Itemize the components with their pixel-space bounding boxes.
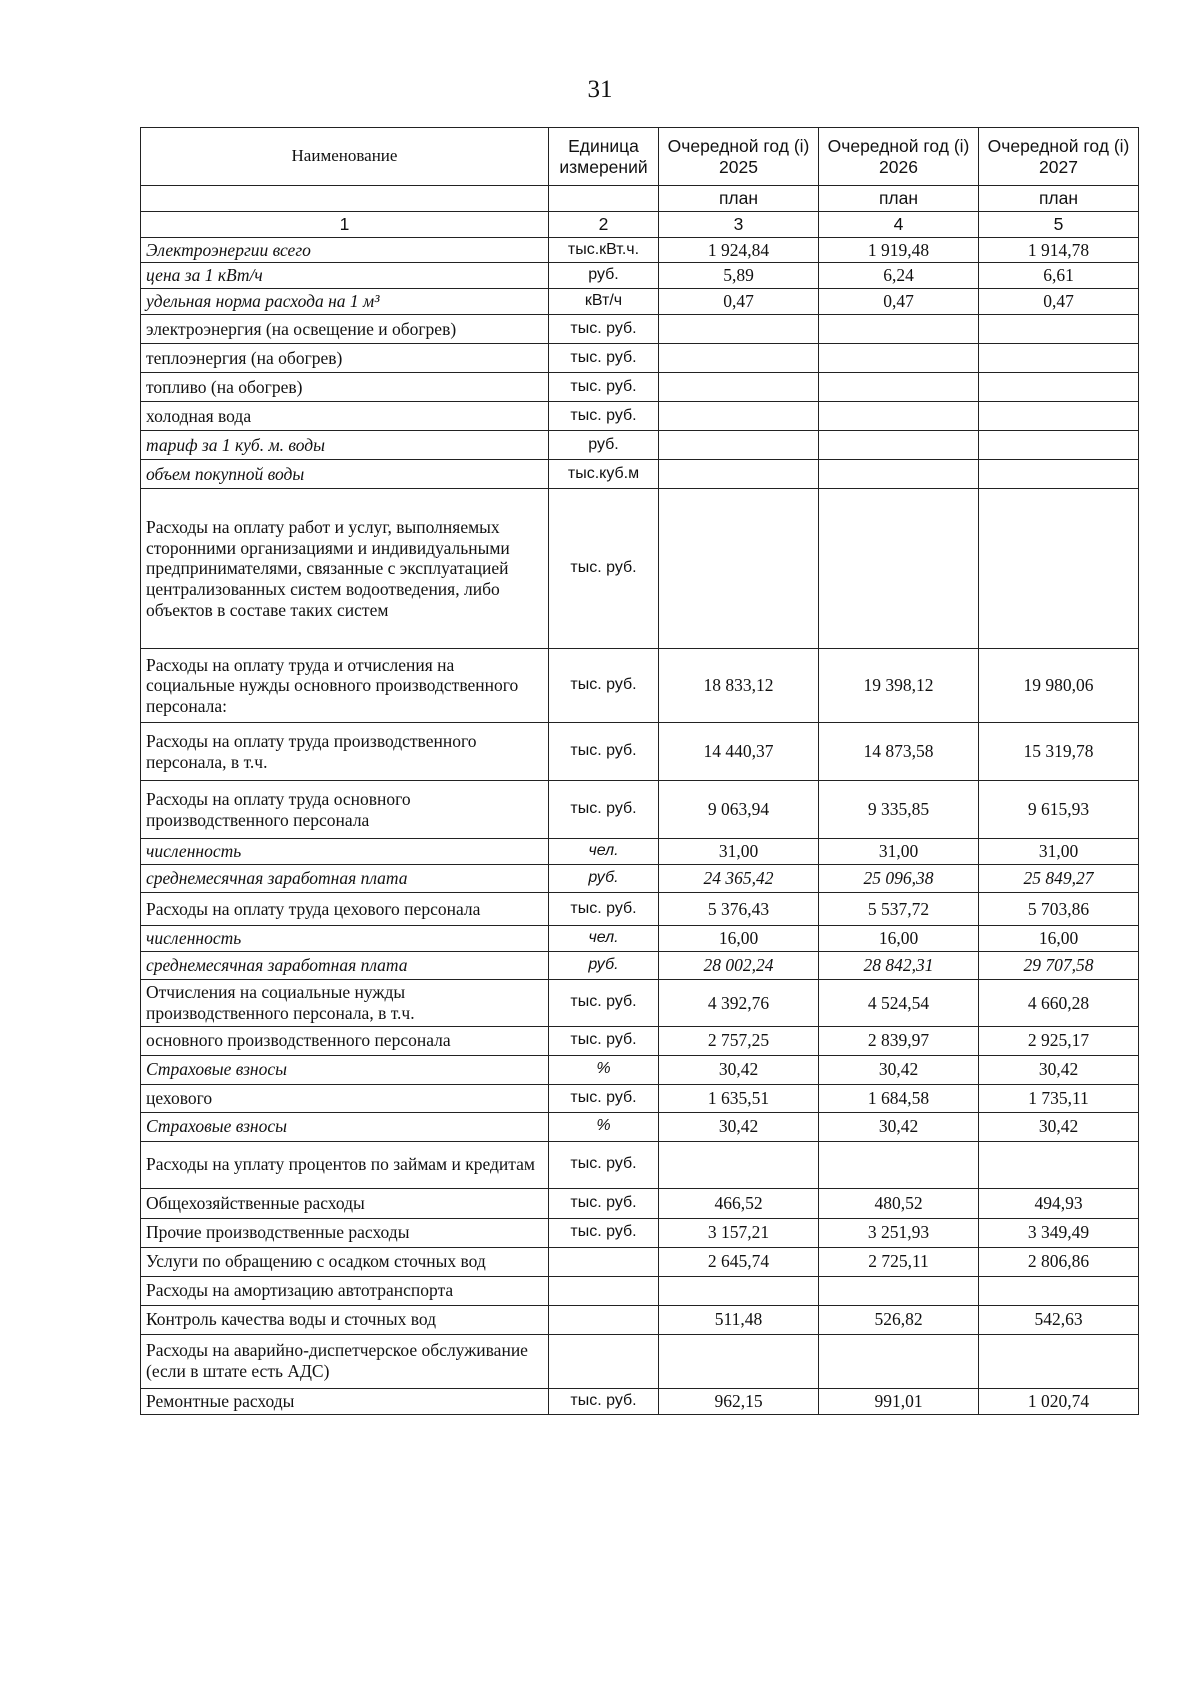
row-value-2025: 31,00 [659,839,819,865]
row-unit: тыс.куб.м [549,460,659,489]
row-value-2026: 4 524,54 [819,980,979,1026]
row-value-2027 [979,460,1139,489]
plan-label: план [979,186,1139,212]
column-number: 1 [141,212,549,238]
row-unit: тыс. руб. [549,1218,659,1247]
table-row [141,1141,1139,1188]
row-value-2026 [819,460,979,489]
plan-empty [549,186,659,212]
row-name: среднемесячная заработная плата [141,865,549,893]
row-unit: тыс.кВт.ч. [549,237,659,263]
plan-label: план [819,186,979,212]
table-row [141,1218,1139,1247]
row-unit: тыс. руб. [549,402,659,431]
row-name: Услуги по обращению с осадком сточных вод [141,1247,549,1276]
row-unit: тыс. руб. [549,723,659,781]
row-name: Общехозяйственные расходы [141,1188,549,1218]
row-value-2027 [979,489,1139,649]
table-row [141,431,1139,460]
row-unit: чел. [549,839,659,865]
row-value-2025 [659,460,819,489]
table-row [141,315,1139,344]
row-unit: % [549,1055,659,1084]
row-value-2025: 466,52 [659,1188,819,1218]
row-value-2025 [659,1276,819,1305]
table-row [141,1026,1139,1055]
row-value-2025: 5,89 [659,263,819,289]
table-row [141,781,1139,839]
table-row [141,344,1139,373]
row-value-2027: 542,63 [979,1305,1139,1334]
table-row [141,723,1139,781]
row-value-2026 [819,1334,979,1388]
row-value-2026 [819,402,979,431]
row-value-2027 [979,373,1139,402]
row-unit: тыс. руб. [549,373,659,402]
row-value-2027: 19 980,06 [979,649,1139,723]
row-value-2026: 30,42 [819,1112,979,1141]
row-value-2027: 3 349,49 [979,1218,1139,1247]
row-value-2027 [979,344,1139,373]
row-value-2027: 1 914,78 [979,237,1139,263]
table-row [141,1276,1139,1305]
row-value-2025: 5 376,43 [659,893,819,926]
row-unit: тыс. руб. [549,980,659,1026]
row-value-2027: 4 660,28 [979,980,1139,1026]
row-name: цехового [141,1084,549,1112]
row-name: топливо (на обогрев) [141,373,549,402]
row-value-2025: 2 757,25 [659,1026,819,1055]
plan-empty [141,186,549,212]
row-value-2027 [979,431,1139,460]
row-unit: чел. [549,926,659,952]
row-value-2025 [659,402,819,431]
table-row [141,649,1139,723]
row-value-2025: 4 392,76 [659,980,819,1026]
row-value-2025: 24 365,42 [659,865,819,893]
row-value-2025 [659,489,819,649]
row-value-2026 [819,1141,979,1188]
row-value-2025 [659,431,819,460]
table-row [141,402,1139,431]
row-name: Ремонтные расходы [141,1388,549,1414]
row-value-2026: 25 096,38 [819,865,979,893]
column-number: 4 [819,212,979,238]
row-value-2027: 31,00 [979,839,1139,865]
header-year-2027: Очередной год (i) 2027 [979,128,1139,186]
row-unit [549,1334,659,1388]
column-number: 3 [659,212,819,238]
row-value-2026 [819,344,979,373]
row-value-2025: 3 157,21 [659,1218,819,1247]
row-name: Прочие производственные расходы [141,1218,549,1247]
row-value-2025 [659,1141,819,1188]
row-name: электроэнергия (на освещение и обогрев) [141,315,549,344]
row-value-2025 [659,373,819,402]
table-row [141,373,1139,402]
row-name: Расходы на уплату процентов по займам и кредитам [141,1141,549,1188]
table-row [141,1084,1139,1112]
table-row [141,460,1139,489]
column-number-row [141,212,1139,238]
row-value-2027: 0,47 [979,289,1139,315]
row-value-2026 [819,373,979,402]
column-number: 5 [979,212,1139,238]
cost-table [140,127,1139,1415]
row-value-2025 [659,1334,819,1388]
table-row [141,926,1139,952]
row-unit: тыс. руб. [549,1141,659,1188]
row-value-2025 [659,344,819,373]
row-name: численность [141,926,549,952]
row-value-2025: 962,15 [659,1388,819,1414]
row-value-2026: 2 839,97 [819,1026,979,1055]
row-value-2025: 1 924,84 [659,237,819,263]
table-row [141,237,1139,263]
row-value-2025: 511,48 [659,1305,819,1334]
row-value-2027 [979,1276,1139,1305]
row-name: тариф за 1 куб. м. воды [141,431,549,460]
row-value-2025: 30,42 [659,1112,819,1141]
row-name: холодная вода [141,402,549,431]
header-unit: Единица измерений [549,128,659,186]
table-row [141,489,1139,649]
row-value-2025: 9 063,94 [659,781,819,839]
row-name: основного производственного персонала [141,1026,549,1055]
table-row [141,1112,1139,1141]
page-number: 31 [587,76,613,103]
row-value-2026: 6,24 [819,263,979,289]
row-value-2027: 9 615,93 [979,781,1139,839]
row-value-2025: 18 833,12 [659,649,819,723]
row-value-2026: 2 725,11 [819,1247,979,1276]
row-value-2027: 2 806,86 [979,1247,1139,1276]
row-value-2026: 19 398,12 [819,649,979,723]
row-name: среднемесячная заработная плата [141,952,549,980]
row-unit: руб. [549,865,659,893]
row-value-2026: 5 537,72 [819,893,979,926]
row-unit: тыс. руб. [549,1026,659,1055]
row-name: Страховые взносы [141,1055,549,1084]
row-unit [549,1276,659,1305]
row-unit: тыс. руб. [549,344,659,373]
row-value-2026: 3 251,93 [819,1218,979,1247]
row-unit: тыс. руб. [549,649,659,723]
table-row [141,865,1139,893]
row-name: Отчисления на социальные нужды производственного персонала, в т.ч. [141,980,549,1026]
row-value-2026: 480,52 [819,1188,979,1218]
row-name: Расходы на оплату труда основного производственного персонала [141,781,549,839]
row-name: Электроэнергии всего [141,237,549,263]
row-value-2025: 30,42 [659,1055,819,1084]
row-value-2026: 30,42 [819,1055,979,1084]
row-unit: тыс. руб. [549,1188,659,1218]
plan-label: план [659,186,819,212]
row-value-2027: 15 319,78 [979,723,1139,781]
row-value-2027 [979,1334,1139,1388]
row-value-2027 [979,315,1139,344]
row-value-2027: 30,42 [979,1112,1139,1141]
row-value-2027 [979,402,1139,431]
plan-row [141,186,1139,212]
table-row [141,1334,1139,1388]
row-value-2026: 526,82 [819,1305,979,1334]
row-value-2026 [819,1276,979,1305]
row-value-2027: 1 735,11 [979,1084,1139,1112]
row-value-2027: 16,00 [979,926,1139,952]
row-value-2026: 16,00 [819,926,979,952]
row-name: Расходы на аварийно-диспетчерское обслуживание (если в штате есть АДС) [141,1334,549,1388]
row-value-2025: 28 002,24 [659,952,819,980]
row-name: Контроль качества воды и сточных вод [141,1305,549,1334]
row-unit: тыс. руб. [549,1388,659,1414]
row-unit: тыс. руб. [549,489,659,649]
row-name: Расходы на амортизацию автотранспорта [141,1276,549,1305]
row-value-2026: 1 919,48 [819,237,979,263]
column-number: 2 [549,212,659,238]
row-unit: руб. [549,952,659,980]
row-name: Расходы на оплату труда производственного персонала, в т.ч. [141,723,549,781]
row-value-2025: 1 635,51 [659,1084,819,1112]
table-row [141,289,1139,315]
row-value-2026: 31,00 [819,839,979,865]
table-header-row [141,128,1139,186]
row-unit: тыс. руб. [549,1084,659,1112]
row-value-2027 [979,1141,1139,1188]
row-value-2026 [819,315,979,344]
row-value-2026: 991,01 [819,1388,979,1414]
row-value-2027: 30,42 [979,1055,1139,1084]
row-unit: руб. [549,263,659,289]
row-unit: тыс. руб. [549,315,659,344]
table-row [141,839,1139,865]
row-name: Страховые взносы [141,1112,549,1141]
row-value-2025: 16,00 [659,926,819,952]
row-value-2026: 0,47 [819,289,979,315]
row-value-2027: 1 020,74 [979,1388,1139,1414]
row-value-2025: 0,47 [659,289,819,315]
row-value-2026: 1 684,58 [819,1084,979,1112]
row-value-2026: 14 873,58 [819,723,979,781]
row-unit: кВт/ч [549,289,659,315]
header-year-2026: Очередной год (i) 2026 [819,128,979,186]
table-row [141,1305,1139,1334]
row-value-2025: 14 440,37 [659,723,819,781]
row-value-2027: 6,61 [979,263,1139,289]
table-row [141,263,1139,289]
row-unit [549,1305,659,1334]
row-value-2026 [819,431,979,460]
row-value-2027: 5 703,86 [979,893,1139,926]
row-name: Расходы на оплату работ и услуг, выполняемых сторонними организациями и индивидуальными предпринимателями, связанные с эксплуатацией централизованных систем водоотведения, либо объектов в составе таких систем [141,489,549,649]
row-name: Расходы на оплату труда цехового персонала [141,893,549,926]
row-name: цена за 1 кВт/ч [141,263,549,289]
row-value-2027: 494,93 [979,1188,1139,1218]
row-unit: тыс. руб. [549,781,659,839]
row-value-2025: 2 645,74 [659,1247,819,1276]
header-year-2025: Очередной год (i) 2025 [659,128,819,186]
row-value-2025 [659,315,819,344]
row-unit: тыс. руб. [549,893,659,926]
table-row [141,1247,1139,1276]
row-name: удельная норма расхода на 1 м³ [141,289,549,315]
row-unit: % [549,1112,659,1141]
table-row [141,1188,1139,1218]
row-name: Расходы на оплату труда и отчисления на социальные нужды основного производственного персонала: [141,649,549,723]
row-name: теплоэнергия (на обогрев) [141,344,549,373]
row-value-2027: 2 925,17 [979,1026,1139,1055]
row-value-2027: 25 849,27 [979,865,1139,893]
table-row [141,980,1139,1026]
table-row [141,952,1139,980]
header-name: Наименование [141,128,549,186]
table-row [141,1055,1139,1084]
row-name: объем покупной воды [141,460,549,489]
table-row [141,893,1139,926]
row-name: численность [141,839,549,865]
table-row [141,1388,1139,1414]
row-value-2026: 28 842,31 [819,952,979,980]
row-value-2026 [819,489,979,649]
row-unit: руб. [549,431,659,460]
row-value-2027: 29 707,58 [979,952,1139,980]
row-value-2026: 9 335,85 [819,781,979,839]
row-unit [549,1247,659,1276]
